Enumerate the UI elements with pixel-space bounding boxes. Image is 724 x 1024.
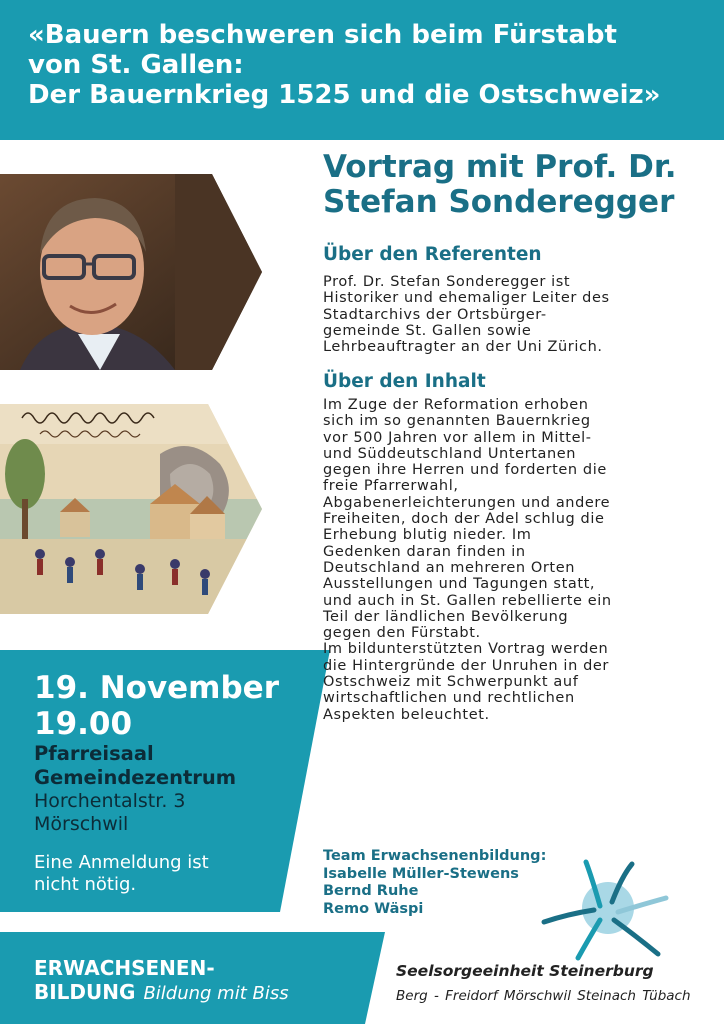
speaker-photo — [0, 174, 262, 370]
event-title-line-1: «Bauern beschweren sich beim Fürstabt — [28, 20, 617, 50]
footer-title-line-2 — [34, 980, 289, 1006]
address-line: Mörschwil — [34, 813, 129, 835]
venue-line: Pfarreisaal — [34, 742, 154, 765]
team-member: Remo Wäspi — [323, 900, 424, 917]
about-speaker-line: gemeinde St. Gallen sowie — [323, 322, 532, 339]
about-speaker-line: Stadtarchivs der Ortsbürger- — [323, 306, 547, 323]
registration-note — [34, 852, 209, 896]
about-speaker-text — [323, 274, 713, 355]
about-content-line: und auch in St. Gallen rebellierte ein — [323, 592, 612, 609]
event-address — [34, 790, 185, 836]
note-line: Eine Anmeldung ist — [34, 852, 209, 873]
speaker-title-line-1: Vortrag mit Prof. Dr. — [323, 149, 677, 185]
about-content-line: gegen ihre Herren und forderten die — [323, 462, 607, 479]
team-member: Isabelle Müller-Stewens — [323, 865, 519, 882]
about-content-line: Abgabenerleichterungen und andere — [323, 494, 611, 511]
footer-tagline: Bildung mit Biss — [143, 983, 289, 1004]
about-content-heading: Über den Inhalt — [323, 371, 486, 392]
address-line: Horchentalstr. 3 — [34, 790, 186, 812]
about-speaker-line: Historiker und ehemaliger Leiter des — [323, 290, 610, 307]
team-list — [323, 848, 546, 918]
about-speaker-heading: Über den Referenten — [323, 244, 542, 265]
footer-title — [34, 956, 289, 1006]
about-content-line: sich im so genannten Bauernkrieg — [323, 413, 591, 430]
event-date-time — [34, 670, 279, 742]
about-content-line: Teil der ländlichen Bevölkerung — [323, 608, 569, 625]
parish-places: Berg - Freidorf Mörschwil Steinach Tübach — [396, 988, 691, 1004]
about-content-line: die Hintergründe der Unruhen in der — [323, 657, 609, 674]
about-speaker-line: Lehrbeauftragter an der Uni Zürich. — [323, 339, 603, 356]
about-content-line: wirtschaftlichen und rechtlichen — [323, 690, 575, 707]
event-title-line-2: von St. Gallen: — [28, 50, 244, 80]
venue-line: Gemeindezentrum — [34, 766, 237, 789]
about-content-line: Deutschland an mehreren Orten — [323, 559, 576, 576]
about-content-text — [323, 397, 713, 723]
note-line: nicht nötig. — [34, 874, 137, 895]
speaker-title-line-2: Stefan Sonderegger — [323, 184, 675, 220]
footer-title-word: BILDUNG — [34, 980, 136, 1004]
event-title-line-3: Der Bauernkrieg 1525 und die Ostschweiz» — [28, 80, 661, 110]
parish-star-logo-icon — [540, 856, 670, 961]
about-content-line: gegen den Fürstabt. — [323, 625, 481, 642]
event-venue — [34, 742, 236, 790]
footer-title-line-1: ERWACHSENEN- — [34, 956, 215, 980]
about-content-line: Ausstellungen und Tagungen statt, — [323, 576, 596, 593]
event-date: 19. November — [34, 670, 279, 706]
manuscript-illustration — [0, 404, 262, 614]
about-content-line: vor 500 Jahren vor allem in Mittel- — [323, 429, 592, 446]
about-content-line: Gedenken daran finden in — [323, 543, 526, 560]
team-heading: Team Erwachsenenbildung: — [323, 848, 547, 864]
team-member: Bernd Ruhe — [323, 883, 419, 899]
event-time: 19.00 — [34, 706, 133, 742]
about-content-line: und Süddeutschland Untertanen — [323, 445, 577, 462]
parish-name: Seelsorgeeinheit Steinerburg — [396, 962, 654, 980]
about-content-line: Im bildunterstützten Vortrag werden — [323, 641, 609, 658]
about-speaker-line: Prof. Dr. Stefan Sonderegger ist — [323, 274, 571, 290]
about-content-line: Im Zuge der Reformation erhoben — [323, 397, 589, 413]
event-title — [28, 20, 718, 110]
about-content-line: freie Pfarrerwahl, — [323, 478, 459, 495]
about-content-line: Aspekten beleuchtet. — [323, 706, 490, 723]
about-content-line: Erhebung blutig nieder. Im — [323, 527, 532, 544]
about-content-line: Freiheiten, doch der Adel schlug die — [323, 511, 605, 528]
about-content-line: Ostschweiz mit Schwerpunkt auf — [323, 674, 579, 691]
speaker-title — [323, 150, 718, 220]
